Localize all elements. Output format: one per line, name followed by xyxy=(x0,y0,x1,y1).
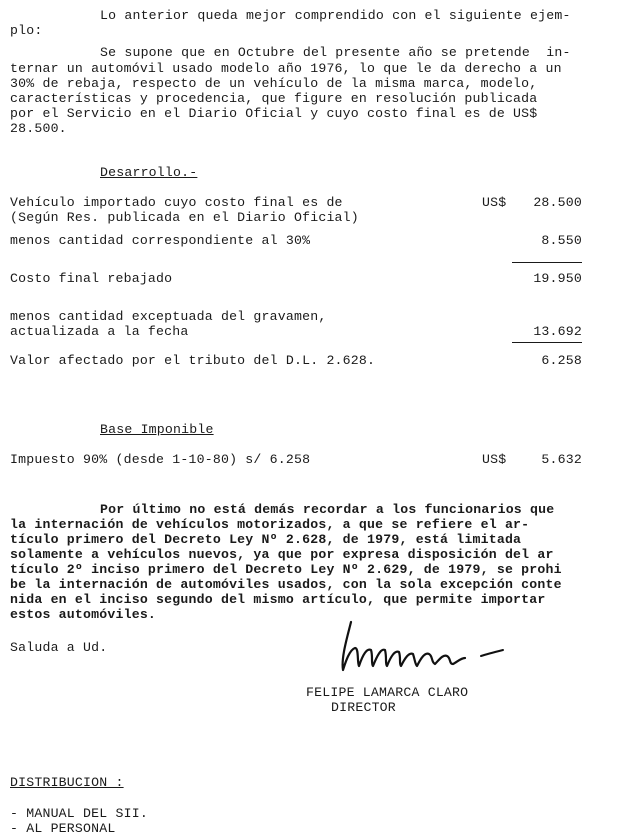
row1-currency: US$ xyxy=(482,195,507,210)
example-line-1: Se supone que en Octubre del presente año se pretende in- xyxy=(100,45,571,60)
row4-label-2: actualizada a la fecha xyxy=(10,324,189,339)
row4-value: 13.692 xyxy=(533,324,582,339)
base-row-label: Impuesto 90% (desde 1-10-80) s/ 6.258 xyxy=(10,452,311,467)
signer-name: FELIPE LAMARCA CLARO xyxy=(306,685,469,700)
handwritten-signature xyxy=(335,618,515,678)
distribution-item: - MANUAL DEL SII. xyxy=(10,806,148,821)
row3-label: Costo final rebajado xyxy=(10,271,173,286)
row5-label: Valor afectado por el tributo del D.L. 2.628. xyxy=(10,353,376,368)
final-line-3: tículo primero del Decreto Ley Nº 2.628, de 1979, está limitada xyxy=(10,532,522,547)
row2-label: menos cantidad correspondiente al 30% xyxy=(10,233,311,248)
intro-line-1: Lo anterior queda mejor comprendido con el siguiente ejem- xyxy=(100,8,571,23)
closing: Saluda a Ud. xyxy=(10,640,108,655)
base-row-value: 5.632 xyxy=(541,452,582,467)
row1-label: Vehículo importado cuyo costo final es de xyxy=(10,195,343,210)
distribution-item: - AL PERSONAL xyxy=(10,821,116,836)
row4-label-1: menos cantidad exceptuada del gravamen, xyxy=(10,309,327,324)
desarrollo-heading: Desarrollo.- xyxy=(100,165,198,180)
example-line-2: ternar un automóvil usado modelo año 1976, lo que le da derecho a un xyxy=(10,61,562,76)
example-line-4: características y procedencia, que figure en resolución publicada xyxy=(10,91,538,106)
row1-sub: (Según Res. publicada en el Diario Oficial) xyxy=(10,210,359,225)
final-line-5: tículo 2º inciso primero del Decreto Ley Nº 2.629, de 1979, se prohi xyxy=(10,562,562,577)
final-line-7: nida en el inciso segundo del mismo artículo, que permite importar xyxy=(10,592,546,607)
row1-value: 28.500 xyxy=(533,195,582,210)
base-heading: Base Imponible xyxy=(100,422,214,437)
subtotal-rule-2 xyxy=(512,342,582,343)
base-row-currency: US$ xyxy=(482,452,507,467)
row5-value: 6.258 xyxy=(541,353,582,368)
example-line-3: 30% de rebaja, respecto de un vehículo de la misma marca, modelo, xyxy=(10,76,538,91)
final-line-4: solamente a vehículos nuevos, ya que por expresa disposición del ar xyxy=(10,547,554,562)
example-line-5: por el Servicio en el Diario Oficial y cuyo costo final es de US$ xyxy=(10,106,538,121)
example-line-6: 28.500. xyxy=(10,121,67,136)
subtotal-rule-1 xyxy=(512,262,582,263)
final-line-1: Por último no está demás recordar a los funcionarios que xyxy=(100,502,555,517)
final-line-6: be la internación de automóviles usados, con la sola excepción conte xyxy=(10,577,562,592)
distribution-heading: DISTRIBUCION : xyxy=(10,775,124,790)
signer-title: DIRECTOR xyxy=(331,700,396,715)
intro-line-2: plo: xyxy=(10,23,43,38)
row2-value: 8.550 xyxy=(541,233,582,248)
row3-value: 19.950 xyxy=(533,271,582,286)
final-line-2: la internación de vehículos motorizados, a que se refiere el ar- xyxy=(10,517,530,532)
final-line-8: estos automóviles. xyxy=(10,607,157,622)
